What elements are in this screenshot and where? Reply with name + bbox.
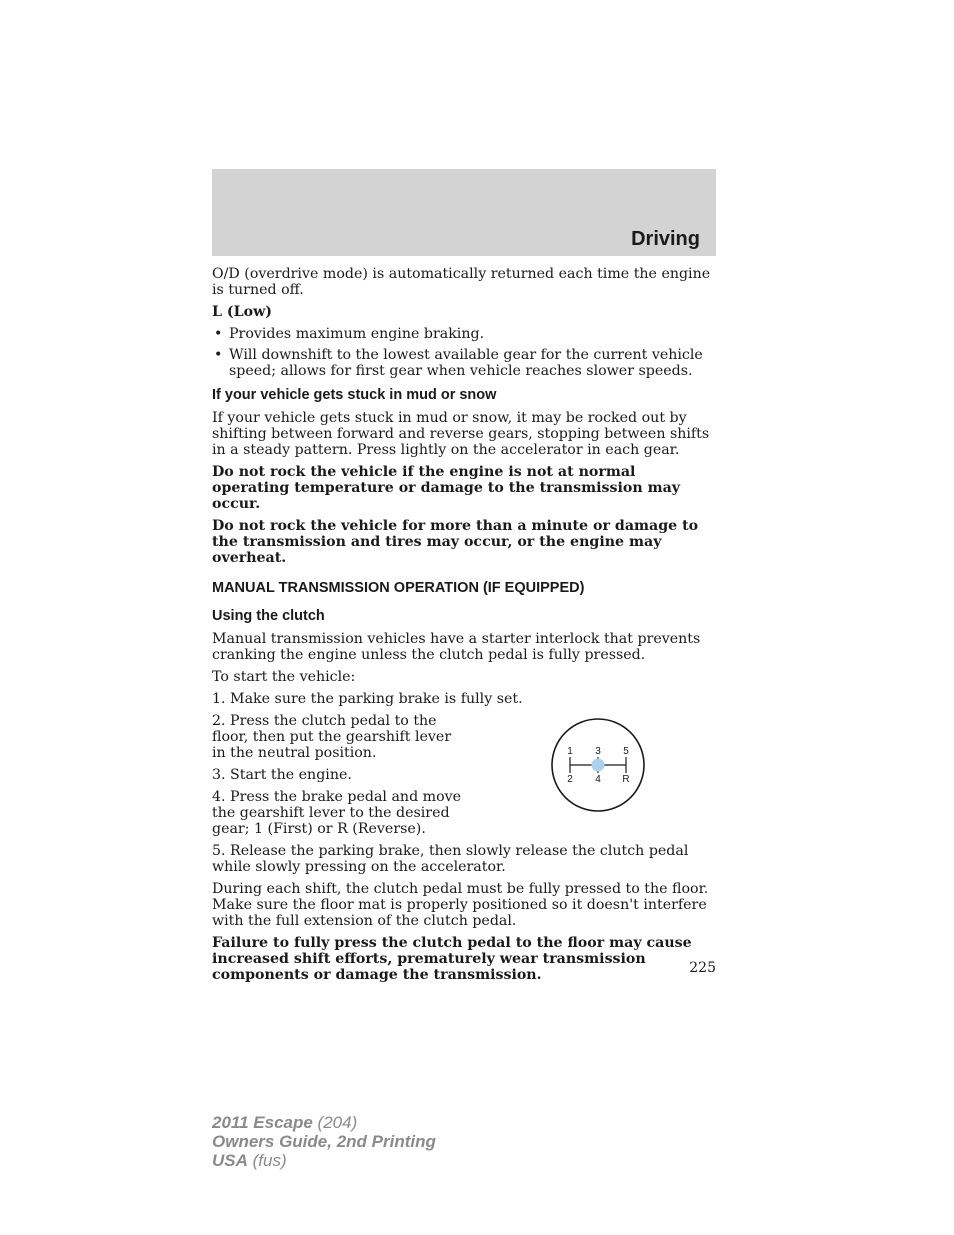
footer-line-2: Owners Guide, 2nd Printing <box>212 1132 436 1151</box>
neutral-position-dot <box>592 759 605 772</box>
document-footer <box>212 1113 436 1170</box>
footer-model-code: (204) <box>312 1113 358 1132</box>
section-header-band <box>212 169 716 256</box>
page-number: 225 <box>689 960 716 976</box>
low-gear-bullet: • Will downshift to the lowest available gear for the current vehicle speed; allows for first gear when vehicle reaches slower speeds. <box>212 347 717 379</box>
manual-transmission-heading: MANUAL TRANSMISSION OPERATION (IF EQUIPPED) <box>212 580 585 596</box>
gear-label: 3 <box>595 746 601 757</box>
step-2: 2. Press the clutch pedal to the floor, then put the gearshift lever in the neutral position. <box>212 713 452 761</box>
clutch-paragraph: Manual transmission vehicles have a starter interlock that prevents cranking the engine unless the clutch pedal is fully pressed. <box>212 631 701 663</box>
start-intro: To start the vehicle: <box>212 669 356 685</box>
using-clutch-heading: Using the clutch <box>212 608 325 624</box>
gear-label: R <box>622 774 630 785</box>
gear-label: 5 <box>623 746 629 757</box>
step-3: 3. Start the engine. <box>212 767 352 783</box>
step-5: 5. Release the parking brake, then slowly release the clutch pedal while slowly pressing on the accelerator. <box>212 843 689 875</box>
stuck-heading: If your vehicle gets stuck in mud or snow <box>212 387 497 403</box>
step-1: 1. Make sure the parking brake is fully set. <box>212 691 523 707</box>
steps-with-diagram <box>212 713 717 837</box>
stuck-warning-1: Do not rock the vehicle if the engine is not at normal operating temperature or damage to the transmission may occur. <box>212 464 681 512</box>
footer-market-code: (fus) <box>247 1151 287 1170</box>
gear-label: 2 <box>567 774 573 785</box>
stuck-paragraph: If your vehicle gets stuck in mud or snow, it may be rocked out by shifting between forward and reverse gears, stopping between shifts in a steady pattern. Press lightly on the accelerator in each gear. <box>212 410 710 458</box>
step-4: 4. Press the brake pedal and move the gearshift lever to the desired gear; 1 (First) or R (Reverse). <box>212 789 462 837</box>
shift-note: During each shift, the clutch pedal must be fully pressed to the floor. Make sure the floor mat is properly positioned so it doesn't interfere with the full extension of the clutch pedal. <box>212 881 709 929</box>
footer-line-1 <box>212 1113 436 1132</box>
low-gear-heading: L (Low) <box>212 304 272 320</box>
low-gear-list <box>212 326 717 379</box>
footer-line-3 <box>212 1151 436 1170</box>
footer-model: 2011 Escape <box>212 1113 313 1132</box>
section-title: Driving <box>631 228 700 250</box>
low-gear-bullet: • Provides maximum engine braking. <box>212 326 717 342</box>
page-content <box>212 266 717 989</box>
clutch-warning: Failure to fully press the clutch pedal to the floor may cause increased shift efforts, prematurely wear transmission components or damage the transmission. <box>212 935 692 983</box>
gear-label: 1 <box>567 746 573 757</box>
overdrive-paragraph: O/D (overdrive mode) is automatically returned each time the engine is turned off. <box>212 266 711 298</box>
gear-label: 4 <box>595 774 601 785</box>
shift-pattern-diagram <box>550 717 646 813</box>
footer-market: USA <box>212 1151 248 1170</box>
stuck-warning-2: Do not rock the vehicle for more than a minute or damage to the transmission and tires may occur, or the engine may overheat. <box>212 518 699 566</box>
